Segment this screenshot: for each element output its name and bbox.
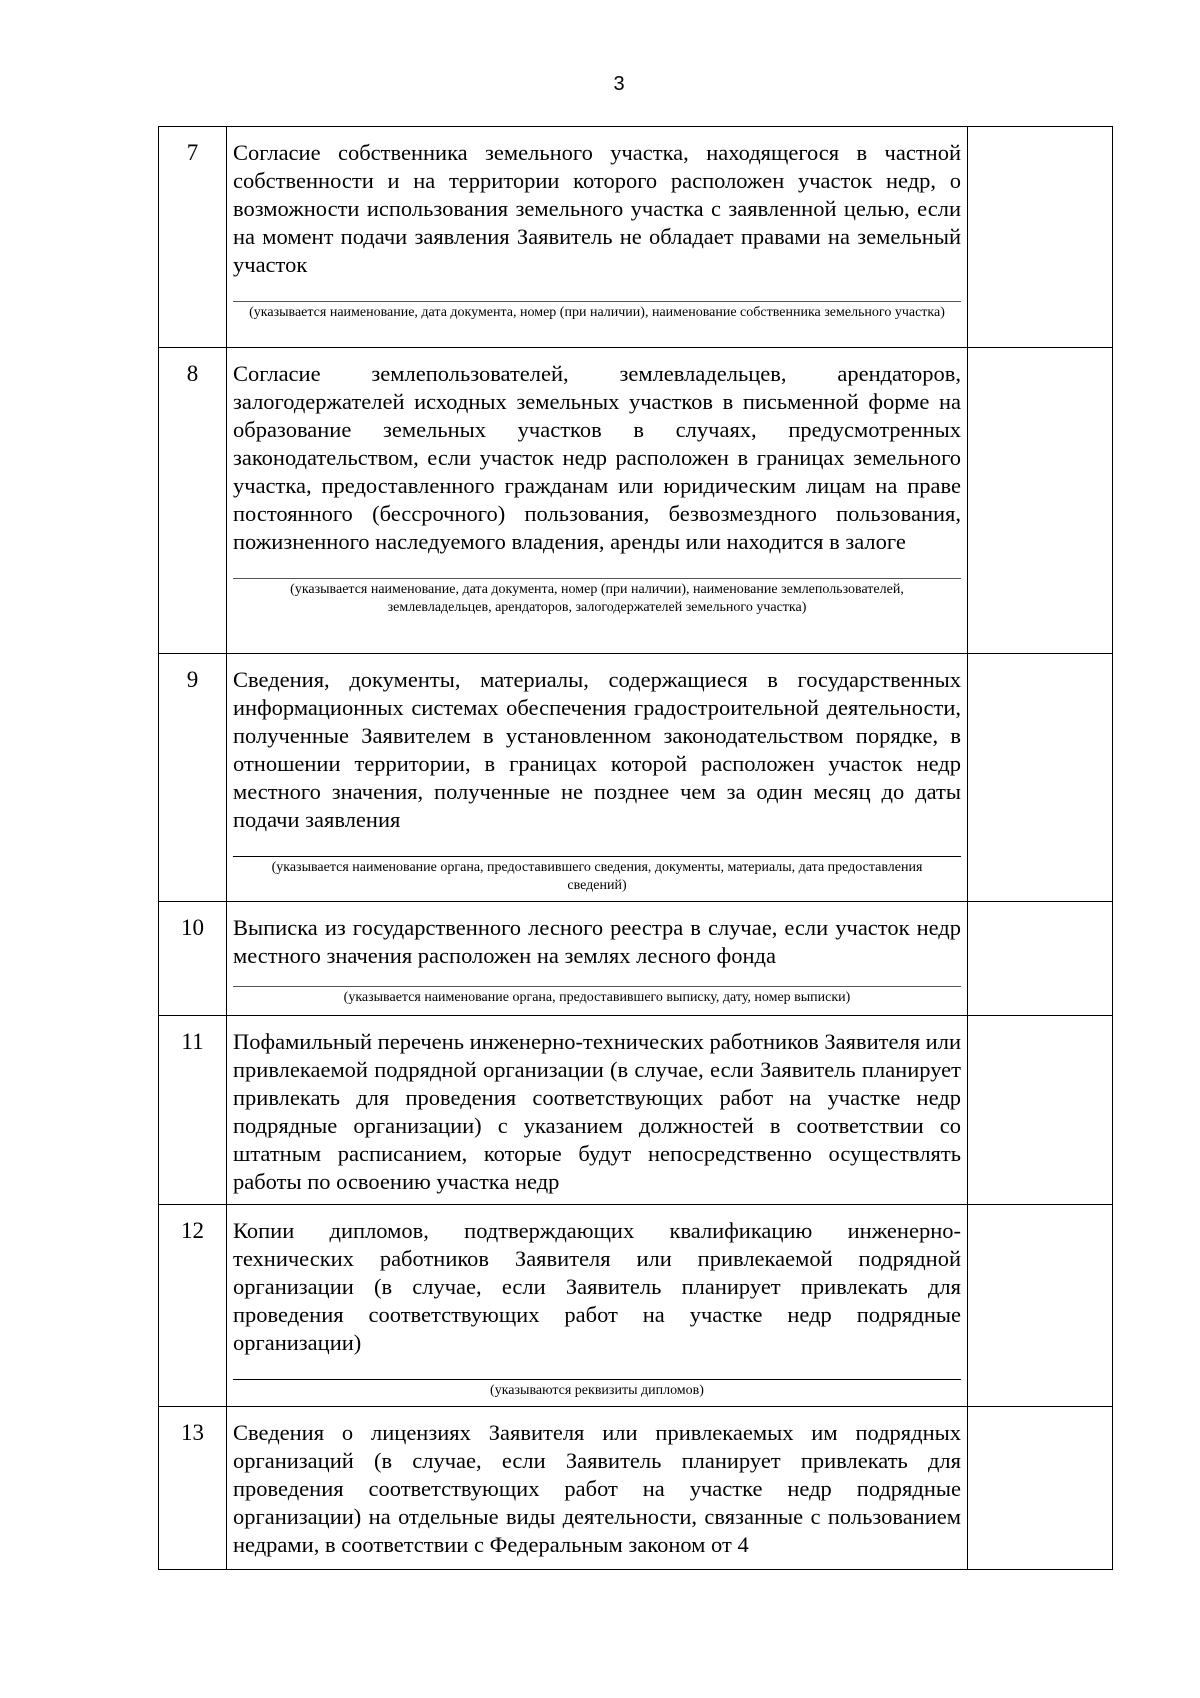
row-mark-cell[interactable] xyxy=(968,127,1113,348)
row-text: Выписка из государственного лесного реестра в случае, если участок недр местного значения расположен на землях лесного фонда xyxy=(233,915,961,968)
table-row xyxy=(159,127,1113,348)
row-mark-cell[interactable] xyxy=(968,654,1113,902)
row-text: Пофамильный перечень инженерно-технических работников Заявителя или привлекаемой подрядной организации (в случае, если Заявитель планирует привлекать для проведения соответствующих работ на участке недр подрядные организации) с указанием должностей в соответствии со штатным расписанием, которые будут непосредственно осуществлять работы по освоению участка недр xyxy=(233,1029,961,1194)
table-row xyxy=(159,348,1113,654)
row-number: 13 xyxy=(159,1407,227,1570)
row-note: (указывается наименование, дата документа, номер (при наличии), наименование собственника земельного участка) xyxy=(249,305,945,320)
table-row xyxy=(159,1205,1113,1407)
table-row xyxy=(159,654,1113,902)
row-mark-cell[interactable] xyxy=(968,348,1113,654)
row-number: 8 xyxy=(159,348,227,654)
row-note: (указывается наименование органа, предоставившего выписку, дату, номер выписки) xyxy=(343,990,851,1005)
row-content xyxy=(227,1205,968,1407)
row-number: 7 xyxy=(159,127,227,348)
table-row xyxy=(159,1016,1113,1205)
row-mark-cell[interactable] xyxy=(968,902,1113,1016)
row-content xyxy=(227,902,968,1016)
row-text: Копии дипломов, подтверждающих квалификацию инженерно-технических работников Заявителя или привлекаемой подрядной организации (в случае, если Заявитель планирует привлекать для проведения соответствующих работ на участке недр подрядные организации) xyxy=(233,1218,961,1355)
page-number: 3 xyxy=(613,73,625,95)
row-content xyxy=(227,654,968,902)
row-number: 11 xyxy=(159,1016,227,1205)
row-content xyxy=(227,1407,968,1570)
row-content xyxy=(227,348,968,654)
row-note: (указывается наименование органа, предоставившего сведения, документы, материалы, дата предоставления сведений) xyxy=(271,860,923,893)
row-note: (указывается наименование, дата документа, номер (при наличии), наименование землепользователей, землевладельцев, арендаторов, залогодержателей земельного участка) xyxy=(290,582,904,615)
documents-table xyxy=(158,126,1113,1570)
row-note: (указываются реквизиты дипломов) xyxy=(490,1383,704,1398)
table-row xyxy=(159,1407,1113,1570)
table-row xyxy=(159,902,1113,1016)
row-text: Сведения, документы, материалы, содержащиеся в государственных информационных системах обеспечения градостроительной деятельности, полученные Заявителем в установленном законодательством порядке, в отношении территории, в границах которой расположен участок недр местного значения, полученные не позднее чем за один месяц до даты подачи заявления xyxy=(233,667,961,832)
row-number: 12 xyxy=(159,1205,227,1407)
row-text: Сведения о лицензиях Заявителя или привлекаемых им подрядных организаций (в случае, если Заявитель планирует привлекать для проведения соответствующих работ на участке недр подрядные организации) на отдельные виды деятельности, связанные с пользованием недрами, в соответствии с Федеральным законом от 4 xyxy=(233,1420,961,1557)
row-mark-cell[interactable] xyxy=(968,1407,1113,1570)
row-text: Согласие землепользователей, землевладельцев, арендаторов, залогодержателей исходных земельных участков в письменной форме на образование земельных участков в случаях, предусмотренных законодательством, если участок недр расположен в границах земельного участка, предоставленного гражданам или юридическим лицам на праве постоянного (бессрочного) пользования, безвозмездного пользования, пожизненного наследуемого владения, аренды или находится в залоге xyxy=(233,361,961,554)
row-text: Согласие собственника земельного участка, находящегося в частной собственности и на территории которого расположен участок недр, о возможности использования земельного участка с заявленной целью, если на момент подачи заявления Заявитель не обладает правами на земельный участок xyxy=(233,140,961,277)
row-content xyxy=(227,127,968,348)
row-mark-cell[interactable] xyxy=(968,1205,1113,1407)
row-number: 9 xyxy=(159,654,227,902)
row-content xyxy=(227,1016,968,1205)
row-mark-cell[interactable] xyxy=(968,1016,1113,1205)
row-number: 10 xyxy=(159,902,227,1016)
